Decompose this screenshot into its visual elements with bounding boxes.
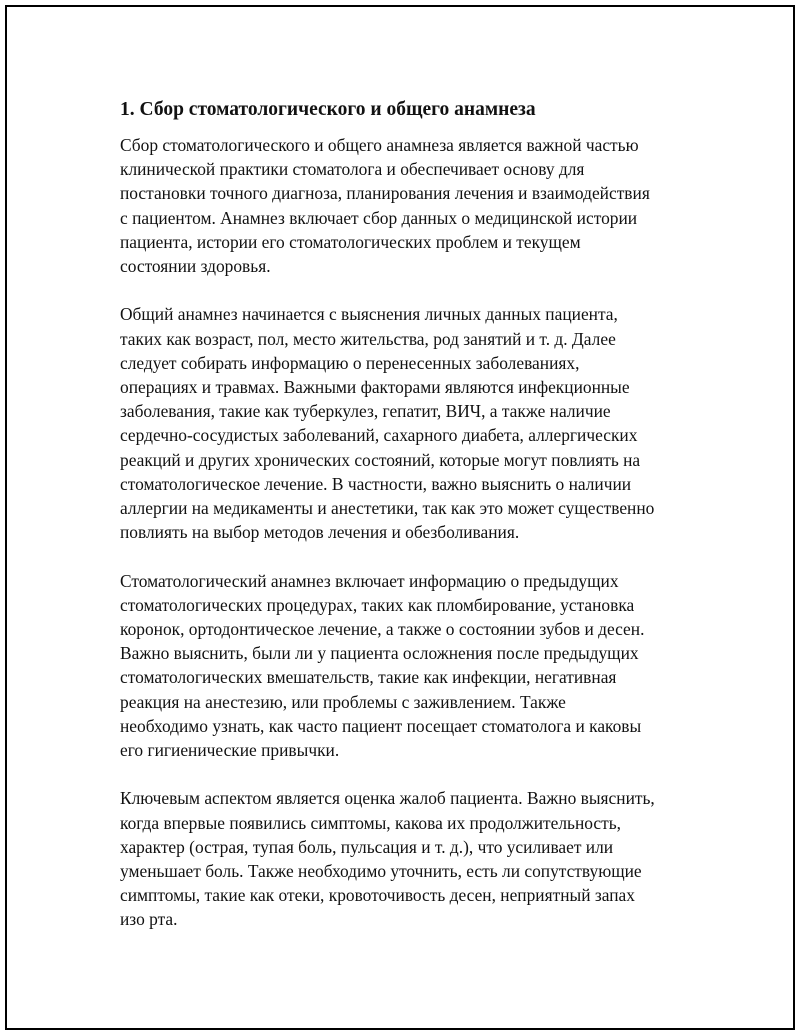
paragraph-line: операциях и травмах. Важными факторами являются инфекционные: [120, 377, 630, 398]
paragraph: [120, 133, 700, 278]
paragraph-line: повлиять на выбор методов лечения и обезболивания.: [120, 522, 520, 543]
paragraph-line: реакция на анестезию, или проблемы с заживлением. Также: [120, 691, 566, 712]
paragraph-line: заболевания, такие как туберкулез, гепатит, ВИЧ, а также наличие: [120, 401, 611, 422]
paragraph-line: изо рта.: [120, 909, 178, 930]
paragraph: [120, 786, 700, 931]
paragraph-line: характер (острая, тупая боль, пульсация и т. д.), что усиливает или: [120, 836, 614, 857]
paragraph-line: сердечно-сосудистых заболеваний, сахарного диабета, аллергических: [120, 425, 638, 446]
paragraph-line: симптомы, такие как отеки, кровоточивость десен, неприятный запах: [120, 885, 635, 906]
paragraph-line: Ключевым аспектом является оценка жалоб пациента. Важно выяснить,: [120, 788, 655, 809]
document-body: [120, 97, 700, 956]
paragraph-line: реакций и других хронических состояний, которые могут повлиять на: [120, 449, 641, 470]
paragraph-line: уменьшает боль. Также необходимо уточнить, есть ли сопутствующие: [120, 861, 642, 882]
paragraph-list: [120, 133, 700, 932]
paragraph-line: когда впервые появились симптомы, какова их продолжительность,: [120, 812, 621, 833]
paragraph-line: с пациентом. Анамнез включает сбор данных о медицинской истории: [120, 207, 638, 228]
paragraph-line: следует собирать информацию о перенесенных заболеваниях,: [120, 352, 580, 373]
paragraph-line: Сбор стоматологического и общего анамнеза является важной частью: [120, 135, 639, 155]
paragraph-line: пациента, истории его стоматологических проблем и текущем: [120, 231, 581, 252]
paragraph-line: Важно выяснить, были ли у пациента осложнения после предыдущих: [120, 643, 639, 664]
paragraph-line: Общий анамнез начинается с выяснения личных данных пациента,: [120, 304, 618, 325]
section-heading: 1. Сбор стоматологического и общего анамнеза: [120, 99, 536, 120]
paragraph-line: состоянии здоровья.: [120, 256, 271, 277]
paragraph-line: клинической практики стоматолога и обеспечивает основу для: [120, 159, 585, 180]
paragraph-line: таких как возраст, пол, место жительства, род занятий и т. д. Далее: [120, 328, 616, 349]
paragraph-line: необходимо узнать, как часто пациент посещает стоматолога и каковы: [120, 715, 642, 736]
paragraph-line: стоматологических вмешательств, такие как инфекции, негативная: [120, 667, 617, 688]
page-frame: [5, 5, 795, 1030]
paragraph-line: стоматологических процедурах, таких как пломбирование, установка: [120, 594, 635, 615]
paragraph-line: его гигиенические привычки.: [120, 740, 340, 761]
paragraph-line: стоматологическое лечение. В частности, важно выяснить о наличии: [120, 473, 632, 494]
paragraph: [120, 302, 700, 544]
paragraph: [120, 569, 700, 763]
paragraph-line: аллергии на медикаменты и анестетики, так как это может существенно: [120, 498, 655, 519]
paragraph-line: коронок, ортодонтическое лечение, а также о состоянии зубов и десен.: [120, 619, 645, 640]
paragraph-line: Стоматологический анамнез включает информацию о предыдущих: [120, 570, 619, 591]
paragraph-line: постановки точного диагноза, планирования лечения и взаимодействия: [120, 183, 650, 204]
